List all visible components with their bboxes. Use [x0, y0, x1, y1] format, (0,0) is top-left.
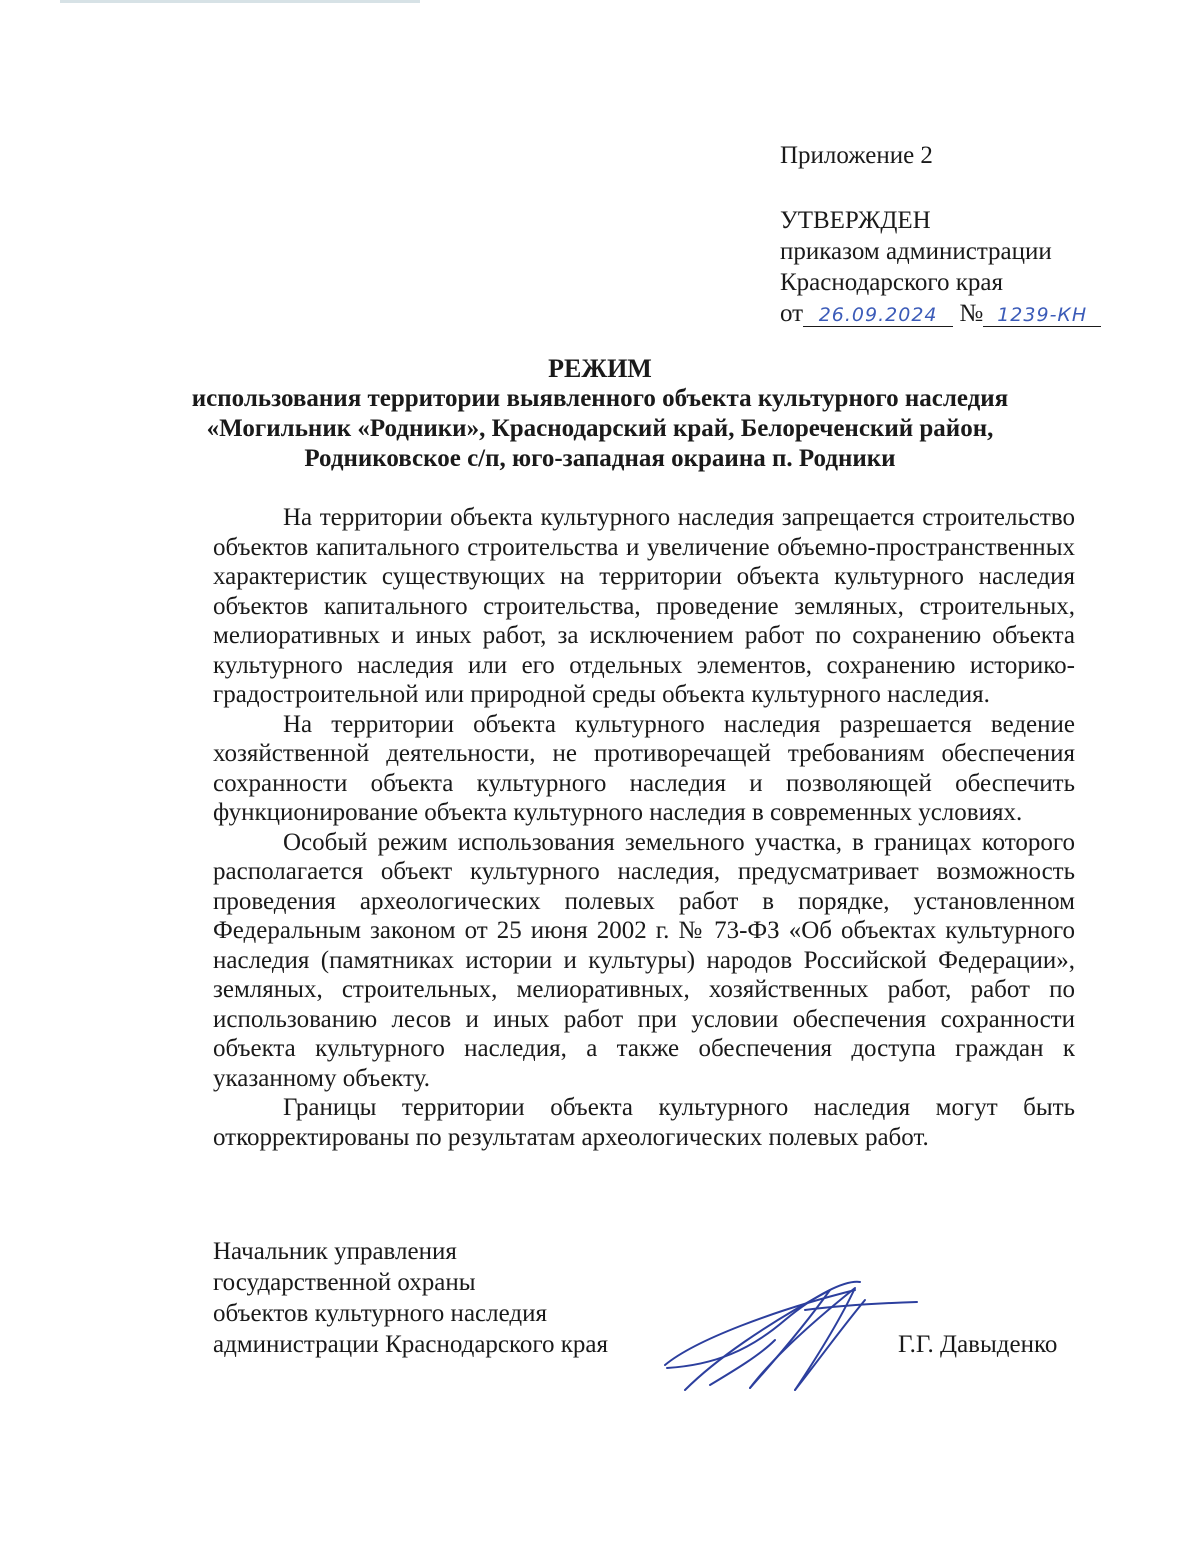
order-line-1: приказом администрации	[780, 238, 1052, 265]
document-title	[170, 354, 1030, 474]
approved-label: УТВЕРЖДЕН	[780, 207, 931, 234]
handwritten-signature	[655, 1270, 925, 1410]
date-field	[803, 303, 953, 327]
signatory-name: Г.Г. Давыденко	[898, 1331, 1058, 1358]
position-line-4: администрации Краснодарского края	[213, 1331, 609, 1358]
annex-label: Приложение 2	[780, 142, 933, 169]
handwritten-date: 26.09.2024	[818, 304, 938, 326]
title-heading: РЕЖИМ	[548, 354, 652, 383]
document-body	[213, 503, 1075, 1152]
title-line-3: Родниковское с/п, юго-западная окраина п. Родники	[304, 445, 896, 472]
paragraph-boundaries: Границы территории объекта культурного наследия могут быть откорректированы по результатам археологических полевых работ.	[213, 1094, 1075, 1151]
paragraph-prohibitions: На территории объекта культурного наследия запрещается строительство объектов капитального строительства и увеличение объемно-пространственных характеристик существующих на территории объекта культурного наследия объектов капитального строительства, проведение земляных, строительных, мелиоративных и иных работ, за исключением работ по сохранению объекта культурного наследия или его отдельных элементов, сохранению историко-градостроительной или природной среды объекта культурного наследия.	[213, 504, 1075, 708]
paragraph-permissions: На территории объекта культурного наследия разрешается ведение хозяйственной деятельности, не противоречащей требованиям обеспечения сохранности объекта культурного наследия и позволяющей обеспечить функционирование объекта культурного наследия в современных условиях.	[213, 710, 1075, 826]
title-line-1: использования территории выявленного объекта культурного наследия	[191, 385, 1009, 412]
handwritten-number: 1239-КН	[997, 304, 1088, 326]
position-line-3: объектов культурного наследия	[213, 1300, 547, 1327]
paragraph-special-regime: Особый режим использования земельного участка, в границах которого располагается объект культурного наследия, предусматривает возможность проведения археологических полевых работ в порядке, установленном Федеральным законом от 25 июня 2002 г. № 73-ФЗ «Об объектах культурного наследия (памятниках истории и культуры) народов Российской Федерации», земляных, строительных, мелиоративных, хозяйственных работ, работ по использованию лесов и иных работ при условии обеспечения сохранности объекта культурного наследия, а также обеспечения доступа граждан к указанному объекту.	[213, 828, 1075, 1092]
order-line-2: Краснодарского края	[780, 269, 1003, 296]
position-line-2: государственной охраны	[213, 1269, 476, 1296]
title-line-2: «Могильник «Родники», Краснодарский край, Белореченский район,	[206, 415, 994, 442]
number-field	[983, 303, 1101, 327]
date-prefix: от	[780, 300, 804, 327]
approval-block	[780, 140, 1180, 329]
scan-edge	[60, 0, 420, 3]
order-date-number	[780, 298, 1180, 329]
number-prefix: №	[959, 300, 984, 327]
position-line-1: Начальник управления	[213, 1238, 457, 1265]
